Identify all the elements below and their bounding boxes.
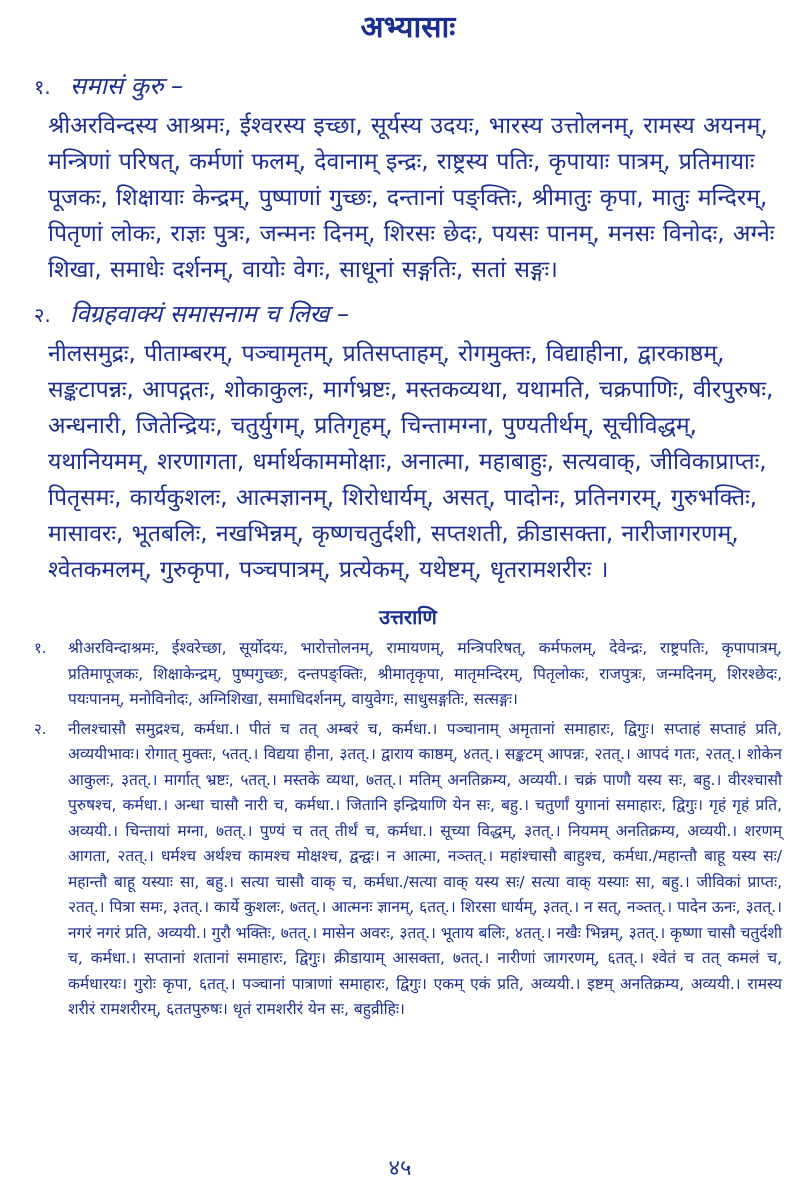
answers-title: उत्तराणि [379,605,437,629]
exercise-1-instruction: समासं कुरु – [70,72,184,100]
answer-2-number: २. [34,719,47,738]
answer-1 [34,636,782,713]
exercise-2-heading [34,296,782,336]
answer-2-text: नीलश्चासौ समुद्रश्च, कर्मधा.। पीतं च तत् अम्बरं च, कर्मधा.। पञ्चानाम् अमृतानां समाहारः, द्विगुः। सप्ताहं सप्ताहं प्रति, अव्ययीभावः। रोगात् मुक्तः, ५तत्.। विद्यया हीना, ३तत्.। द्वाराय काष्ठम्, ४तत्.। सङ्कटम् आपन्नः, २तत्.। आपदं गतः, २तत्.। शोकेन आकुलः, ३तत्.। मार्गात् भ्रष्टः, ५तत्.। मस्तके व्यथा, ७तत्.। मतिम् अनतिक्रम्य, अव्ययी.। चक्रं पाणौ यस्य सः, बहु.। वीरश्चासौ पुरुषश्च, कर्मधा.। अन्धा चासौ नारी च, कर्मधा.। जितानि इन्द्रियाणि येन सः, बहु.। चतुर्णां युगानां समाहारः, द्विगुः। गृहं गृहं प्रति, अव्ययी.। चिन्तायां मग्ना, ७तत्.। पुण्यं च तत् तीर्थं च, कर्मधा.। सूच्या विद्धम्, ३तत्.। नियमम् अनतिक्रम्य, अव्ययी.। शरणम् आगता, २तत्.। धर्मश्च अर्थश्च कामश्च मोक्षश्च, द्वन्द्वः। न आत्मा, नञ्तत्.। महांश्चासौ बाहुश्च, कर्मधा./महान्तौ बाहू यस्य सः/महान्तौ बाहू यस्याः सा, बहु.। सत्या चासौ वाक् च, कर्मधा./सत्या वाक् यस्य सः/ सत्या वाक् यस्याः सा, बहु.। जीविकां प्राप्तः, २तत्.। पित्रा समः, ३तत्.। कार्ये कुशलः, ७तत्.। आत्मनः ज्ञानम्, ६तत्.। शिरसा धार्यम्, ३तत्.। न सत्, नञ्तत्.। पादेन ऊनः, ३तत्.। नगरं नगरं प्रति, अव्ययी.। गुरौ भक्तिः, ७तत्.। मासेन अवरः, ३तत्.। भूताय बलिः, ४तत्.। नखैः भिन्नम्, ३तत्.। कृष्णा चासौ चतुर्दशी च, कर्मधा.। सप्तानां शतानां समाहारः, द्विगुः। क्रीडायाम् आसक्ता, ७तत्.। नारीणां जागरणम्, ६तत्.। श्वेतं च तत् कमलं च, कर्मधारयः। गुरोः कृपा, ६तत्.। पञ्चानां पात्राणां समाहारः, द्विगुः। एकम् एकं प्रति, अव्ययी.। इष्टम् अनतिक्रम्य, अव्ययी.। रामस्य शरीरं रामशरीरम्, ६ततपुरुषः। धृतं रामशरीरं येन सः, बहुव्रीहिः। [68,719,782,1018]
exercise-2-instruction: विग्रहवाक्यं समासनाम च लिख – [70,300,349,328]
exercise-1-heading [34,68,782,108]
answer-1-number: १. [34,639,47,657]
exercise-1-body: श्रीअरविन्दस्य आश्रमः, ईश्वरस्य इच्छा, सूर्यस्य उदयः, भारस्य उत्तोलनम्, रामस्य अयनम्, मन्त्रिणां परिषत्, कर्मणां फलम्, देवानाम् इन्द्रः, राष्ट्रस्य पतिः, कृपायाः पात्रम्, प्रतिमायाः पूजकः, शिक्षायाः केन्द्रम्, पुष्पाणां गुच्छः, दन्तानां पङ्क्तिः, श्रीमातुः कृपा, मातुः मन्दिरम्, पितृणां लोकः, राज्ञः पुत्रः, जन्मनः दिनम्, शिरसः छेदः, पयसः पानम्, मनसः विनोदः, अग्नेः शिखा, समाधेः दर्शनम्, वायोः वेगः, साधूनां सङ्गतिः, सतां सङ्गः। [48,113,775,283]
page-number: ४५ [388,1156,412,1181]
exercise-1-number: १. [34,75,51,99]
answer-2 [34,717,782,1023]
exercise-2-number: २. [34,303,51,327]
answer-1-text: श्रीअरविन्दाश्रमः, ईश्वरेच्छा, सूर्योदयः, भारोत्तोलनम्, रामायणम्, मन्त्रिपरिषत्, कर्मफलम्, देवेन्द्रः, राष्ट्रपतिः, कृपापात्रम्, प्रतिमापूजकः, शिक्षाकेन्द्रम्, पुष्पगुच्छः, दन्तपङ्क्तिः, श्रीमातृकृपा, मातृमन्दिरम्, पितृलोकः, राजपुत्रः, जन्मदिनम्, शिरश्छेदः, पयःपानम्, मनोविनोदः, अग्निशिखा, समाधिदर्शनम्, वायुवेगः, साधुसङ्गतिः, सत्सङ्गः। [68,639,782,708]
exercise-2-body: नीलसमुद्रः, पीताम्बरम्, पञ्चामृतम्, प्रतिसप्ताहम्, रोगमुक्तः, विद्याहीना, द्वारकाष्ठम्, सङ्कटापन्नः, आपद्गतः, शोकाकुलः, मार्गभ्रष्टः, मस्तकव्यथा, यथामति, चक्रपाणिः, वीरपुरुषः, अन्धनारी, जितेन्द्रियः, चतुर्युगम्, प्रतिगृहम्, चिन्तामग्ना, पुण्यतीर्थम्, सूचीविद्धम्, यथानियमम्, शरणागता, धर्मार्थकाममोक्षाः, अनात्मा, महाबाहुः, सत्यवाक्, जीविकाप्राप्तः, पितृसमः, कार्यकुशलः, आत्मज्ञानम्, शिरोधार्यम्, असत्, पादोनः, प्रतिनगरम्, गुरुभक्तिः, मासावरः, भूतबलिः, नखभिन्नम्, कृष्णचतुर्दशी, सप्तशती, क्रीडासक्ता, नारीजागरणम्, श्वेतकमलम्, गुरुकृपा, पञ्चपात्रम्, प्रत्येकम्, यथेष्टम्, धृतरामशरीरः । [48,341,774,583]
page-title: अभ्यासाः [360,10,456,45]
